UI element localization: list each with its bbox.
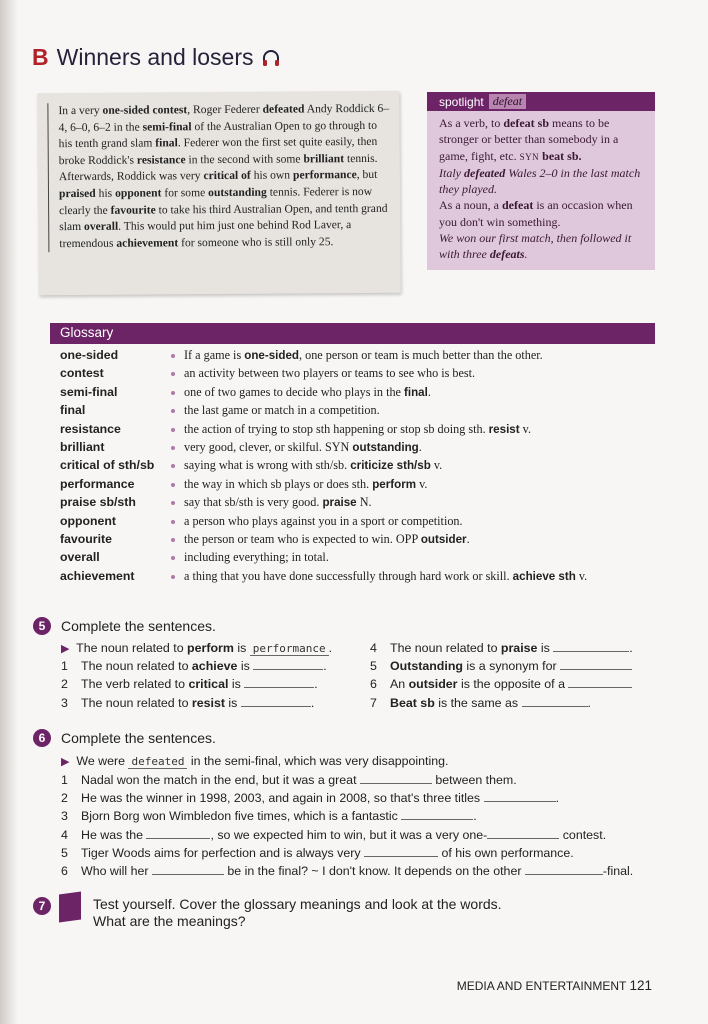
glossary-definition: including everything; in total. bbox=[184, 550, 329, 565]
bullet-icon bbox=[171, 464, 175, 468]
glossary-term: critical of sth/sb bbox=[60, 458, 155, 473]
glossary-definition: saying what is wrong with sth/sb. criticize sth/sb v. bbox=[184, 458, 443, 473]
example-answer: defeated bbox=[128, 755, 187, 769]
glossary-term: favourite bbox=[60, 531, 112, 546]
glossary-term: overall bbox=[60, 550, 100, 565]
bullet-icon bbox=[171, 446, 175, 450]
glossary-entry bbox=[60, 476, 660, 494]
section-letter: B bbox=[32, 44, 49, 70]
glossary-term: performance bbox=[60, 476, 135, 491]
page-edge-shadow bbox=[0, 0, 18, 1024]
notebook-icon bbox=[59, 891, 81, 922]
glossary-term: praise sb/sth bbox=[60, 495, 136, 510]
spotlight-header bbox=[427, 92, 655, 111]
glossary-entry bbox=[60, 402, 660, 420]
glossary-entry bbox=[60, 457, 660, 475]
glossary-term: contest bbox=[60, 366, 104, 381]
exercise-5-item: 6 An outsider is the opposite of a bbox=[370, 677, 632, 691]
spotlight-verb-definition: As a verb, to defeat sb means to be stronger or better than somebody in a game, fight, etc. SYN beat sb. bbox=[439, 116, 619, 163]
glossary-definition: a person who plays against you in a sport or competition. bbox=[184, 513, 463, 528]
bullet-icon bbox=[171, 501, 175, 505]
answer-blank[interactable] bbox=[253, 659, 323, 670]
glossary-definition: an activity between two players or teams to see who is best. bbox=[184, 366, 476, 381]
answer-blank[interactable] bbox=[484, 791, 556, 802]
exercise-5-item: 3 The noun related to resist is . bbox=[61, 696, 315, 710]
spotlight-label: spotlight bbox=[439, 94, 484, 109]
glossary-definition: say that sb/sth is very good. praise N. bbox=[184, 495, 372, 510]
passage-keyword: achievement bbox=[116, 236, 179, 250]
bullet-icon bbox=[171, 372, 175, 376]
passage-segment: for someone who is still only 25. bbox=[178, 234, 334, 250]
exercise-5-item: 7 Beat sb is the same as . bbox=[370, 696, 591, 710]
page-footer bbox=[457, 978, 652, 993]
passage-text bbox=[47, 101, 392, 253]
bullet-icon bbox=[171, 575, 175, 579]
passage-segment: Andy Roddick 6–4, 6–0, 6–2 in the bbox=[58, 101, 390, 134]
exercise-7-instruction: Test yourself. Cover the glossary meanings and look at the words. What are the meanings? bbox=[93, 896, 502, 929]
answer-blank[interactable] bbox=[401, 809, 473, 820]
answer-blank[interactable] bbox=[487, 828, 559, 839]
exercise-5-title: Complete the sentences. bbox=[61, 618, 216, 634]
footer-label: MEDIA AND ENTERTAINMENT bbox=[456, 979, 627, 993]
passage-segment: his own bbox=[250, 168, 294, 183]
glossary-term: one-sided bbox=[60, 348, 119, 362]
passage-keyword: opponent bbox=[115, 186, 162, 200]
passage-segment: In a very bbox=[58, 103, 103, 118]
glossary-term: final bbox=[60, 403, 86, 418]
headphones-icon bbox=[261, 48, 281, 68]
page-number: 121 bbox=[629, 978, 652, 993]
spotlight-body bbox=[427, 111, 655, 263]
section-title: Winners and losers bbox=[56, 44, 254, 70]
glossary-list bbox=[60, 347, 660, 586]
example-marker-icon: ▶ bbox=[61, 756, 70, 768]
glossary-term: achievement bbox=[60, 568, 135, 583]
glossary-term: opponent bbox=[60, 513, 117, 528]
exercise-7-number: 7 bbox=[33, 897, 51, 915]
exercise-5-example: ▶ The noun related to perform is performance . bbox=[61, 641, 333, 655]
spotlight-example-2: We won our first match, then followed it with three defeats. bbox=[439, 231, 632, 262]
glossary-entry bbox=[60, 347, 660, 365]
answer-blank[interactable] bbox=[244, 677, 314, 688]
passage-keyword: overall bbox=[83, 219, 119, 234]
passage-keyword: brilliant bbox=[303, 151, 345, 166]
glossary-entry bbox=[60, 531, 660, 549]
glossary-definition: the last game or match in a competition. bbox=[184, 403, 380, 418]
bullet-icon bbox=[171, 428, 175, 432]
answer-blank[interactable] bbox=[553, 641, 629, 652]
glossary-title: Glossary bbox=[60, 325, 114, 340]
passage-keyword: praised bbox=[58, 186, 96, 201]
passage-segment: . Federer won the first set quite easily, then broke Roddick's bbox=[58, 135, 378, 167]
passage-keyword: favourite bbox=[110, 203, 156, 217]
bullet-icon bbox=[171, 520, 175, 524]
glossary-definition: the way in which sb plays or does sth. perform v. bbox=[184, 476, 428, 491]
spotlight-example-1: Italy defeated Wales 2–0 in the last match they played. bbox=[439, 165, 641, 197]
glossary-entry bbox=[60, 439, 660, 457]
passage-keyword: defeated bbox=[262, 102, 305, 116]
passage-segment: his bbox=[95, 186, 116, 200]
glossary-definition: the action of trying to stop sth happening or stop sb doing sth. resist v. bbox=[184, 421, 532, 436]
passage-keyword: performance bbox=[292, 168, 357, 182]
exercise-6-title: Complete the sentences. bbox=[61, 730, 216, 746]
bullet-icon bbox=[171, 483, 175, 487]
spotlight-noun-definition: As a noun, a defeat is an occasion when you don't win something. bbox=[439, 198, 633, 229]
exercise-6-item: 2 He was the winner in 1998, 2003, and again in 2008, so that's three titles . bbox=[61, 791, 560, 806]
section-heading bbox=[32, 44, 281, 71]
exercise-6-number: 6 bbox=[33, 729, 51, 747]
passage-keyword: resistance bbox=[136, 153, 186, 167]
exercise-6-item: 1 Nadal won the match in the end, but it was a great between them. bbox=[61, 773, 517, 787]
answer-blank[interactable] bbox=[568, 677, 632, 688]
glossary-entry bbox=[60, 549, 660, 567]
passage-segment: tennis. Federer is now clearly the bbox=[59, 184, 373, 217]
answer-blank[interactable] bbox=[364, 846, 438, 857]
exercise-6-item: 3 Bjorn Borg won Wimbledon five times, which is a fantastic . bbox=[61, 809, 477, 824]
exercise-5-item: 5 Outstanding is a synonym for bbox=[370, 659, 632, 673]
glossary-term: brilliant bbox=[60, 439, 105, 454]
passage-segment: of the Australian Open to go through to his tenth grand slam bbox=[58, 118, 378, 151]
passage-keyword: outstanding bbox=[208, 185, 267, 200]
passage-segment: , but bbox=[356, 168, 378, 182]
glossary-definition: a thing that you have done successfully through hard work or skill. achieve sth v. bbox=[184, 568, 588, 583]
passage-keyword: semi-final bbox=[142, 119, 192, 134]
passage-segment: to take his third Australian Open, and tenth grand slam bbox=[59, 201, 388, 234]
passage-segment: in the second with some bbox=[185, 152, 304, 167]
passage-keyword: one-sided contest bbox=[102, 103, 188, 117]
glossary-definition: If a game is one-sided, one person or team is much better than the other. bbox=[184, 348, 543, 362]
passage-keyword: critical of bbox=[203, 169, 251, 183]
example-answer: performance bbox=[250, 642, 329, 656]
bullet-icon bbox=[171, 556, 175, 560]
bullet-icon bbox=[171, 354, 175, 358]
glossary-entry bbox=[60, 568, 660, 586]
glossary-definition: one of two games to decide who plays in the final. bbox=[184, 384, 431, 399]
example-marker-icon: ▶ bbox=[61, 643, 70, 655]
answer-blank[interactable] bbox=[560, 659, 632, 670]
exercise-6-example: ▶ We were defeated in the semi-final, which was very disappointing. bbox=[61, 754, 449, 768]
passage-keyword: final bbox=[155, 136, 178, 150]
reading-passage bbox=[37, 91, 400, 296]
spotlight-word: defeat bbox=[489, 94, 526, 109]
answer-blank[interactable] bbox=[146, 828, 210, 839]
glossary-term: resistance bbox=[60, 421, 121, 436]
exercise-5-number: 5 bbox=[33, 617, 51, 635]
answer-blank[interactable] bbox=[360, 773, 432, 784]
glossary-definition: very good, clever, or skilful. SYN outstanding. bbox=[184, 439, 422, 454]
bullet-icon bbox=[171, 538, 175, 542]
glossary-header bbox=[50, 323, 655, 344]
answer-blank[interactable] bbox=[522, 696, 588, 707]
exercise-6-item: 5 Tiger Woods aims for perfection and is always very of his own performance. bbox=[61, 845, 574, 860]
bullet-icon bbox=[171, 409, 175, 413]
glossary-entry bbox=[60, 513, 660, 531]
exercise-6-item: 4 He was the , so we expected him to win, but it was a very one- contest. bbox=[61, 827, 607, 842]
answer-blank[interactable] bbox=[241, 696, 311, 707]
answer-blank[interactable] bbox=[525, 864, 603, 875]
glossary-definition: the person or team who is expected to win. OPP outsider. bbox=[184, 531, 470, 546]
spotlight-box bbox=[427, 92, 655, 270]
exercise-6-item: 6 Who will her be in the final? ~ I don't know. It depends on the other -final. bbox=[61, 864, 634, 878]
bullet-icon bbox=[171, 391, 175, 395]
exercise-5-item: 1 The noun related to achieve is . bbox=[61, 659, 327, 673]
glossary-term: semi-final bbox=[60, 384, 118, 399]
glossary-entry bbox=[60, 384, 660, 402]
passage-segment: , Roger Federer bbox=[187, 102, 263, 117]
passage-segment: . This would put him just one behind Rod Laver, a tremendous bbox=[59, 218, 352, 250]
glossary-entry bbox=[60, 365, 660, 383]
passage-segment: tennis. Afterwards, Roddick was very bbox=[58, 151, 378, 184]
answer-blank[interactable] bbox=[152, 864, 224, 875]
passage-segment: for some bbox=[161, 186, 209, 200]
glossary-entry bbox=[60, 494, 660, 512]
glossary-entry bbox=[60, 421, 660, 439]
exercise-5-item: 2 The verb related to critical is . bbox=[61, 677, 318, 691]
exercise-5-item: 4 The noun related to praise is . bbox=[370, 641, 633, 655]
